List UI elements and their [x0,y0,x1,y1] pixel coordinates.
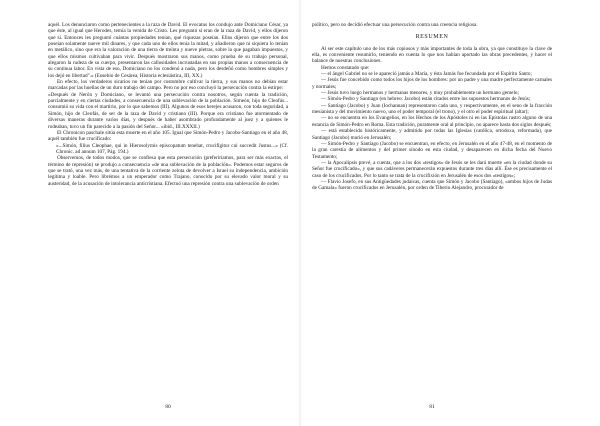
body-paragraph: Hemos constatado que: [321,64,370,71]
body-paragraph: — el ángel Gabriel no se le apareció jamás a María, y ésta Jamás fue fecundada por el Espíritu Santo; [321,71,532,78]
page-number-left: 80 [165,404,171,410]
body-paragraph: «Después de Nerón y Domiciano, se levantó una persecución contra nosotros, según cuenta la tradición, parcialmente y en ciertas ciudades, a consecuencia de una sublevación de la población. Simeón, hijo de Cleofás... consumió su vida con el martirio, por lo que sabemos (III). Algunos de esos herejes acusaron, con toda seguridad, a Simón, hijo de Cleofás, de ser de la raza de David y cristiano (III). Porque era cristiano fue atormentado de diversas maneras durante varios días, y después de haber asombrado profundamente al juez y a quienes le rodeaban, tuvo un fin parecido a la pasión del Señor... «ibid., III.XXXII.) [48,91,288,130]
page-number-right: 81 [429,404,435,410]
section-heading: RESUMEN [415,34,449,41]
body-paragraph: — Santiago (Jacobo) y Juan (Iochannan) representaron cada uno, y respectivamente, en el seno de la fracción mesianista y del movimiento nuevo, uno el poder temporal (el trono), y el otro el poder espiritual (altar); [312,102,552,116]
body-paragraph: El Chronicon paschale sitúa esta muerte en el año 105. Igual que Simón-Pedro y Jacobo-Santiago en el año 48, aquél también fue crucificado: [48,129,288,143]
body-paragraph: Al ser este capítulo uno de los más copiosos y más importantes de toda la obra, ya que constituye la clave de ella, es conveniente resumirlo, teniendo en cuenta lo que nos habían aportado las obras precedentes, y hacer el balance de nuestras conclusiones. [312,45,552,65]
right-page [312,22,552,417]
body-paragraph: — está establecido históricamente, y admitido por todas las Iglesias (católica, ortodoxa, reformada), que Santiago (Jacobo) murió en Jerusalén; [312,128,552,141]
body-paragraph: «...Simón, filius Cleophae, qui in Hierosolymis episcopatum tenebat, crucifigitur cui succedit Justus...» (Cf. Chronic. ad annum 107, Pág. 194.) [56,142,288,155]
book-gutter [298,0,302,426]
body-paragraph: — Simón-Pedro y Santiago (Jacobo) se encuentran, en efecto, en Jerusalén en el año 47-48, en el momento de la gran carestía de alimentos y del primer sínodo en esta ciudad, y desaparecen en dicha fecha del Nuevo Testamento; [312,140,552,160]
body-paragraph: — la Apocalipsis prevé, a cuenta, que a los dos «testigos» de Jesús se les dará muerte «en la ciudad donde su Señor fue crucificado», y que sus cadáveres permanecerán expuestos durante tres días allí. Ése es precisamente el caso de los crucificados. Por lo tanto se trata de la crucifixión en Jerusalén de esos dos «testigos»; [312,159,552,179]
body-paragraph: Observemos, de todos modos, que se confiesa que esta persecución (preferiríamos, para ser más exactos, el término de represión) se produjo a consecuencia «de una sublevación de la población». Podemos estar seguros de que se trató, una vez más, de una tentativa de la corriente zelota de devolver a Israel su independencia, ambición legítima y loable. Pero librémos a un emperador como Trajano, conocido por su elevado valor moral y su austeridad, de la acusación de intolerancia anticristiana. Efectuó una represión contra una sublevación de orden [48,155,288,187]
body-paragraph: — Flavio Josefo, en sus Antigüedades judaicas, cuenta que Simón y Jacobo (Santiago), «ambos hijos de Judas de Gamala» fueron crucificados en Jerusalén, por orden de Tiberio Alejandro, procurador de [312,178,552,192]
body-paragraph: — Jesús tuvo luego hermanos y hermanas menores, y muy probablemente un hermano gemelo; [321,90,519,97]
left-page [48,22,288,417]
right-intro-paragraph: político, pero no decidió efectuar una persecución contra una creencia religiosa. [312,22,478,28]
body-paragraph: — no se encuentra en los Evangelios, en los Hechos de los Apóstoles ni en las Epístolas rastro alguno de una estancia de Simón-Pedro en Roma. Esta tradición, puramente oral al principio, no aparece hasta dos siglos después; [312,115,552,128]
body-paragraph: — Simón-Pedro y Santiago (en hebreo: Jacobo) están citados entre los supuestos hermanos de Jesús; [321,96,531,103]
body-paragraph: aquél. Los denunciaron como pertenecientes a la raza de David. El evocatus los condujo ante Domiciano César, ya que éste, al igual que Herodes, temía la venida de Cristo. Les preguntó si eran de la raza de David, y ellos dijeron que sí. Entonces les preguntó cuántas propiedades tenían, qué riquezas poseían. Ellos dijeron que entre los dos poseían solamente nueve mil dinares, y que cada uno de ellos tenía la mitad, y añadieron que ni siquiera lo tenían en metálico, sino que era la valoración de una tierra de treinta y nueve pletras, sobre la que pagaban impuestos, y que ellos mismos cultivaban para vivir. Después mostraron sus manos, como prueba de su trabajo personal, alegaron la rudeza de su cuerpo, presentaron las callosidades incrustadas en sus propias manos a consecuencia de su continua labor. En vista de eso, Domiciano no los condenó a nada, pero los desdeñó como hombres simples y los dejó en libertad".» (Eusebio de Cesárea, Historia eclesiástica, III, XX.) [48,22,288,79]
body-paragraph: En efecto, los verdaderos sicarios no tenían por costumbre cultivar la tierra, y sus manos no debían estar marcadas por las huellas de un duro trabajo del campo. Pero no por eso concluyó la persecución contra la estirpe: [48,79,288,92]
body-paragraph: — Jesús fue concebido como todos los hijos de los hombres: por un padre y una madre perfectamente carnales y normales; [312,77,552,90]
